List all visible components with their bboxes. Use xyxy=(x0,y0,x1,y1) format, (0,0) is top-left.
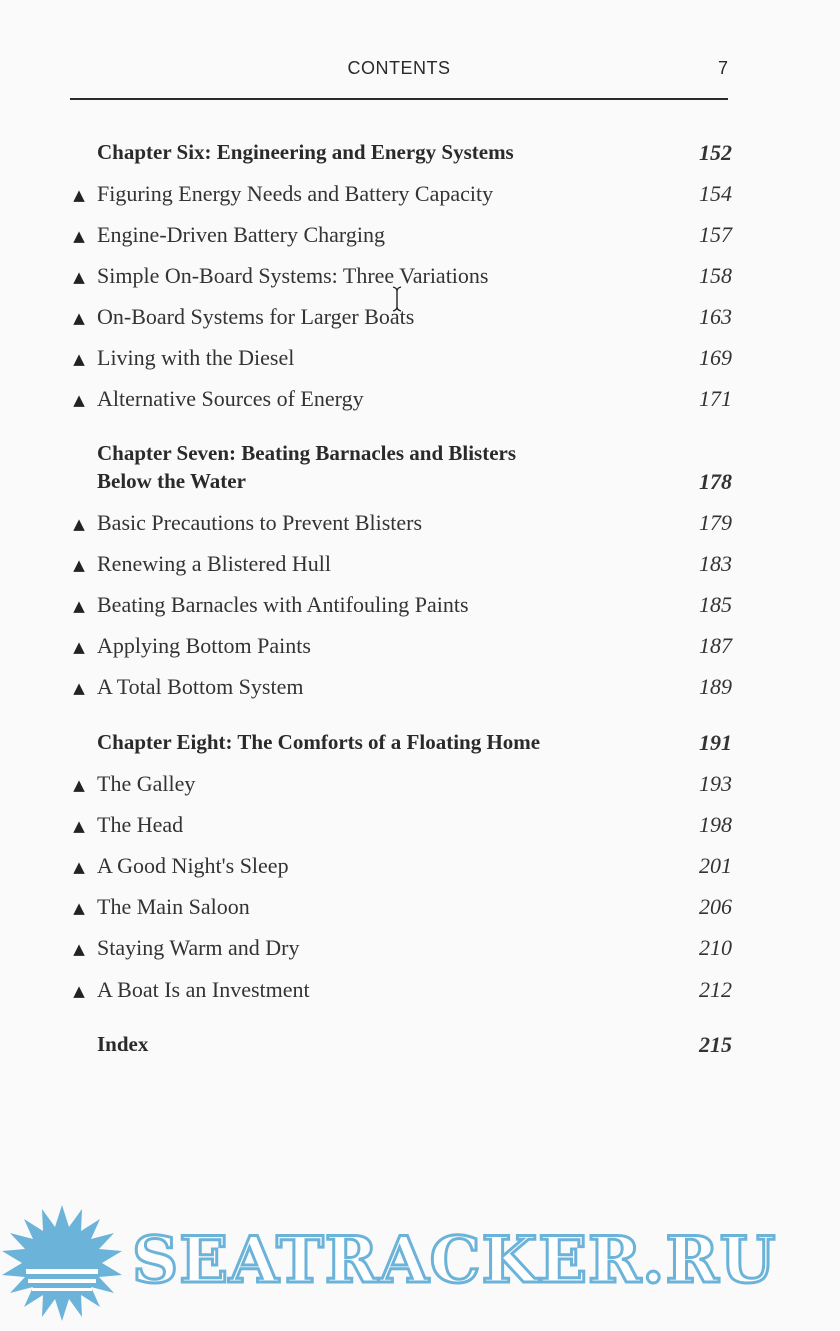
toc-entry-title: Renewing a Blistered Hull xyxy=(97,551,332,576)
toc-entry-page: 158 xyxy=(699,263,732,288)
toc-entry-page: 198 xyxy=(699,812,732,837)
toc-entry-page: 193 xyxy=(699,771,732,796)
triangle-bullet-icon: ▲ xyxy=(73,776,85,794)
toc-entry-title-line2: Below the Water xyxy=(97,469,246,493)
toc-entry-title: Chapter Eight: The Comforts of a Floating Home xyxy=(97,730,541,754)
toc-entry-title-line1: Chapter Seven: Beating Barnacles and Blisters xyxy=(97,441,517,465)
toc-entry-title: Staying Warm and Dry xyxy=(97,935,300,960)
sun-logo-icon xyxy=(0,1195,140,1331)
toc-entry-page: 206 xyxy=(699,894,732,919)
toc-entry-title: Simple On-Board Systems: Three Variations xyxy=(97,263,489,288)
toc-entry-title: The Head xyxy=(97,812,184,837)
watermark-text: SEATRACKER.RU xyxy=(132,1223,777,1298)
toc-entry-title: Beating Barnacles with Antifouling Paints xyxy=(97,592,469,617)
triangle-bullet-icon: ▲ xyxy=(73,515,85,533)
toc-entry-page: 183 xyxy=(699,551,732,576)
triangle-bullet-icon: ▲ xyxy=(73,817,85,835)
header-rule xyxy=(70,98,728,100)
toc-entry-page: 189 xyxy=(699,674,732,699)
toc-entry-title: Alternative Sources of Energy xyxy=(97,386,364,411)
toc-entry-title: A Good Night's Sleep xyxy=(97,853,289,878)
toc-entry-title: Applying Bottom Paints xyxy=(97,633,311,658)
toc-entry-page: 212 xyxy=(699,977,732,1002)
toc-entry-page: 210 xyxy=(699,935,732,960)
toc-entry-title: Index xyxy=(97,1032,149,1056)
triangle-bullet-icon: ▲ xyxy=(73,350,85,368)
triangle-bullet-icon: ▲ xyxy=(73,982,85,1000)
toc-entry-page: 178 xyxy=(699,469,732,494)
watermark xyxy=(0,1195,840,1331)
toc-entry-page: 191 xyxy=(699,730,732,755)
triangle-bullet-icon: ▲ xyxy=(73,899,85,917)
toc-entry-title: Chapter Six: Engineering and Energy Systems xyxy=(97,140,514,164)
toc-entry-title: The Main Saloon xyxy=(97,894,250,919)
triangle-bullet-icon: ▲ xyxy=(73,597,85,615)
toc-entry-page: 201 xyxy=(699,853,732,878)
triangle-bullet-icon: ▲ xyxy=(73,268,85,286)
triangle-bullet-icon: ▲ xyxy=(73,309,85,327)
toc-entry-page: 157 xyxy=(699,222,732,247)
triangle-bullet-icon: ▲ xyxy=(73,858,85,876)
toc-entry-page: 171 xyxy=(699,386,732,411)
toc-entry-title: Figuring Energy Needs and Battery Capacity xyxy=(97,181,494,206)
toc-entry-page: 187 xyxy=(699,633,732,658)
toc-entry-page: 215 xyxy=(699,1032,732,1057)
toc-entry-title: Living with the Diesel xyxy=(97,345,295,370)
triangle-bullet-icon: ▲ xyxy=(73,186,85,204)
toc-entry-title: A Total Bottom System xyxy=(97,674,304,699)
toc-entry-title: On-Board Systems for Larger Boats xyxy=(97,304,415,329)
toc-entry-page: 179 xyxy=(699,510,732,535)
running-title: CONTENTS xyxy=(347,58,451,78)
toc-entry-page: 152 xyxy=(699,140,732,165)
triangle-bullet-icon: ▲ xyxy=(73,391,85,409)
triangle-bullet-icon: ▲ xyxy=(73,940,85,958)
triangle-bullet-icon: ▲ xyxy=(73,556,85,574)
toc-entry-page: 169 xyxy=(699,345,732,370)
text-cursor-icon xyxy=(392,286,402,312)
page-number: 7 xyxy=(717,58,728,78)
triangle-bullet-icon: ▲ xyxy=(73,638,85,656)
running-header xyxy=(70,56,728,86)
toc-entry-title: Engine-Driven Battery Charging xyxy=(97,222,385,247)
toc-entry-title: Basic Precautions to Prevent Blisters xyxy=(97,510,423,535)
toc-entry-page: 163 xyxy=(699,304,732,329)
triangle-bullet-icon: ▲ xyxy=(73,679,85,697)
triangle-bullet-icon: ▲ xyxy=(73,227,85,245)
toc-entry-page: 185 xyxy=(699,592,732,617)
toc-entry-title: A Boat Is an Investment xyxy=(97,977,310,1002)
toc-entry-title: The Galley xyxy=(97,771,196,796)
toc-entry-page: 154 xyxy=(699,181,732,206)
